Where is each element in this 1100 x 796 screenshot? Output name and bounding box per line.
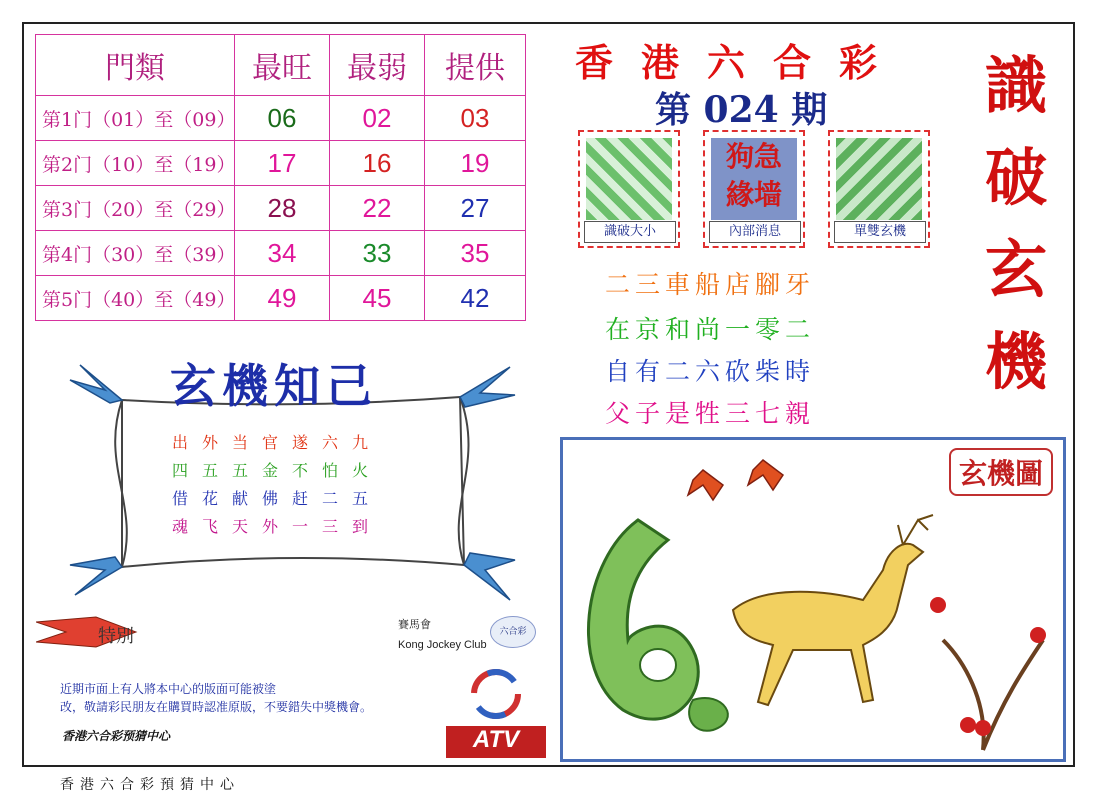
page-title: 香港六合彩 [575,40,906,85]
rhyme-line: 二三車船店腳牙 [605,270,816,299]
table-row [36,231,526,276]
provide-value: 27 [425,186,526,231]
poem-line: 借花献佛赶二五 [172,489,383,508]
header-category: 門類 [36,35,235,96]
weakest-value: 33 [330,231,425,276]
rhyme-line: 自有二六砍柴時 [605,357,816,386]
rhyme-line: 父子是牲三七親 [605,399,816,428]
notice-line: 近期市面上有人將本中心的版面可能被塗 [60,682,277,696]
strongest-value: 28 [235,186,330,231]
table-row [36,141,526,186]
mystery-picture [560,437,1066,762]
header-provide: 提供 [425,35,526,96]
mosaic-icon [586,138,672,220]
table-row [36,186,526,231]
scroll-title: 玄機知己 [170,359,378,413]
table-row [36,276,526,321]
mosaic-icon [836,138,922,220]
lotto-badge: 六合彩 [490,616,536,648]
clue-box-caption: 識破大小 [584,221,676,243]
header-strongest: 最旺 [235,35,330,96]
clue-box-text: 狗急 緣墙 [711,138,797,220]
table-row [36,96,526,141]
poem-line: 出外当官遂六九 [172,433,383,452]
gate-table-header [36,35,526,96]
strongest-value: 49 [235,276,330,321]
weakest-value: 45 [330,276,425,321]
notice-line: 改，敬請彩民朋友在購買時認准原版，不要錯失中獎機會。 [60,700,373,714]
side-title-char: 玄 [984,233,1047,306]
clue-box-inside [703,130,805,248]
gate-label: 第4门（30）至（39） [36,231,235,276]
gate-table [35,34,526,321]
clue-box-size [578,130,680,248]
side-title-char: 識 [984,49,1047,122]
gate-label: 第2门（10）至（19） [36,141,235,186]
rhyme-line: 在京和尚一零二 [605,315,816,344]
side-title-char: 破 [984,141,1047,214]
clue-box-caption: 單雙玄機 [834,221,926,243]
jockey-club-en: Kong Jockey Club [398,639,487,651]
provide-value: 03 [425,96,526,141]
strongest-value: 06 [235,96,330,141]
poem-line: 四五五金不怕火 [172,461,383,480]
clue-box-odd-even [828,130,930,248]
jockey-club-cn: 賽馬會 [398,619,431,631]
provide-value: 42 [425,276,526,321]
notice-text [60,680,440,716]
strongest-value: 17 [235,141,330,186]
jockey-club-text [398,615,487,655]
clue-box-caption: 內部消息 [709,221,801,243]
special-label: 特別 [98,626,134,647]
weakest-value: 02 [330,96,425,141]
gate-label: 第5门（40）至（49） [36,276,235,321]
picture-label: 玄機圖 [949,448,1053,496]
deer-icon [733,515,933,705]
strongest-value: 34 [235,231,330,276]
footer-text: 香港六合彩預猜中心 [60,777,240,793]
weakest-value: 16 [330,141,425,186]
provide-value: 35 [425,231,526,276]
weakest-value: 22 [330,186,425,231]
atv-logo-text: ATV [472,726,520,753]
gate-label: 第1门（01）至（09） [36,96,235,141]
header-weakest: 最弱 [330,35,425,96]
side-title-char: 機 [984,325,1047,398]
provide-value: 19 [425,141,526,186]
side-title [976,40,1056,408]
issue-number: 第 024 期 [655,89,828,131]
gate-label: 第3门（20）至（29） [36,186,235,231]
center-signature: 香港六合彩预猜中心 [62,729,171,743]
poem-line: 魂飞天外一三到 [172,517,383,536]
